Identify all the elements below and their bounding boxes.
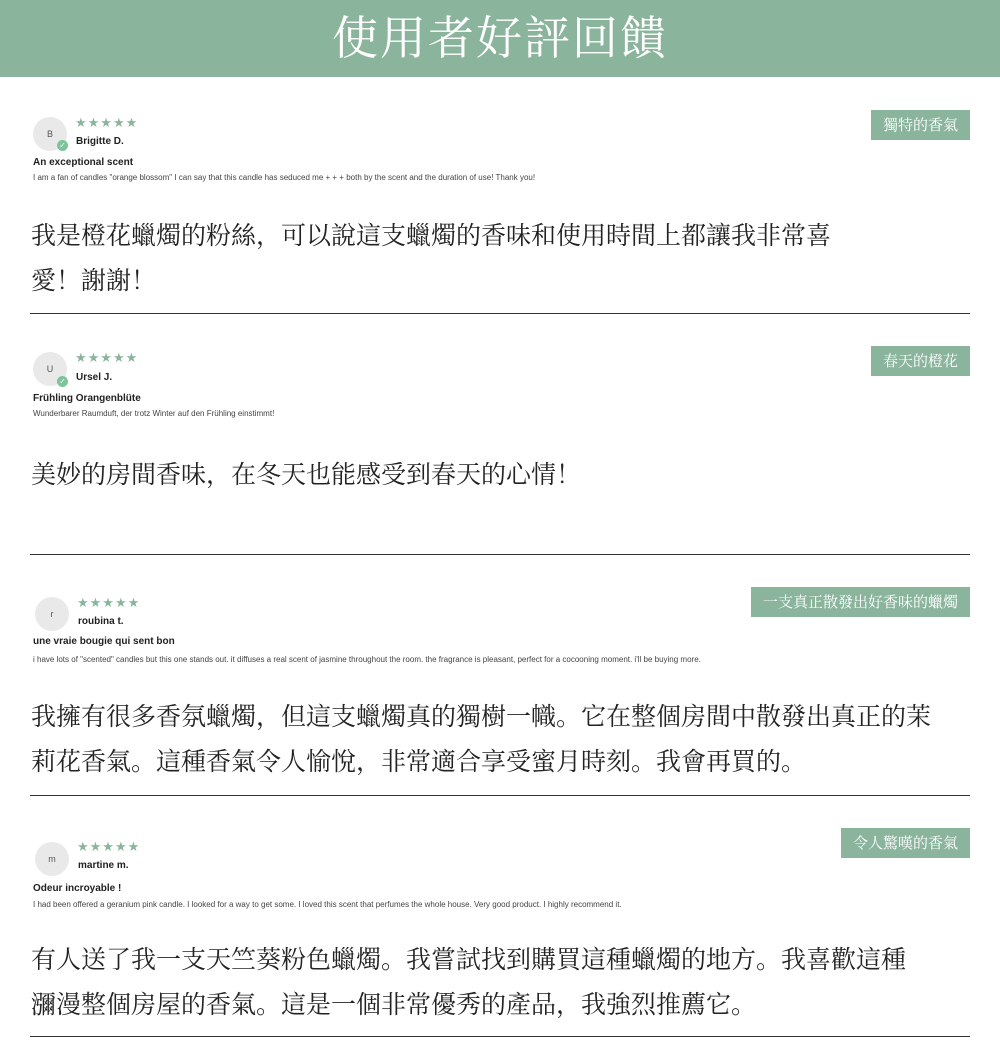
rating-stars: ★★★★★ bbox=[75, 351, 139, 366]
rating-stars: ★★★★★ bbox=[75, 116, 139, 131]
review-body: I am a fan of candles "orange blossom" I can say that this candle has seduced me + + + both by the scent and the duration of use! Thank you! bbox=[33, 173, 536, 182]
avatar: B bbox=[33, 117, 67, 151]
review-translation: 我是橙花蠟燭的粉絲，可以說這支蠟燭的香味和使用時間上都讓我非常喜愛！謝謝！ bbox=[31, 221, 832, 295]
divider bbox=[30, 795, 970, 796]
verified-check-icon: ✓ bbox=[57, 140, 68, 151]
review-body: I had been offered a geranium pink candle. I looked for a way to get some. I loved this scent that perfumes the whole house. Very good product. I highly recommend it. bbox=[33, 900, 622, 909]
review-tag: 令人驚嘆的香氣 bbox=[841, 828, 970, 858]
avatar: U bbox=[33, 352, 67, 386]
divider bbox=[30, 1036, 970, 1037]
page-title: 使用者好評回饋 bbox=[0, 0, 1000, 77]
review-translation: 有人送了我一支天竺葵粉色蠟燭。我嘗試找到購買這種蠟燭的地方。我喜歡這種瀰漫整個房屋的香氣。這是一個非常優秀的產品，我強烈推薦它。 bbox=[31, 945, 907, 1019]
divider bbox=[30, 313, 970, 314]
review-tag: 一支真正散發出好香味的蠟燭 bbox=[751, 587, 970, 617]
review-body: Wunderbarer Raumduft, der trotz Winter auf den Frühling einstimmt! bbox=[33, 409, 275, 418]
review-tag: 春天的橙花 bbox=[871, 346, 970, 376]
review-title: Odeur incroyable ! bbox=[33, 883, 122, 894]
review-title: An exceptional scent bbox=[33, 157, 134, 168]
divider bbox=[30, 554, 970, 555]
verified-check-icon: ✓ bbox=[57, 376, 68, 387]
review-author: roubina t. bbox=[78, 616, 124, 627]
review-author: Brigitte D. bbox=[76, 136, 124, 147]
avatar: r bbox=[35, 597, 69, 631]
review-author: martine m. bbox=[78, 860, 129, 871]
review-title: Frühling Orangenblüte bbox=[33, 393, 141, 404]
review-title: une vraie bougie qui sent bon bbox=[33, 636, 175, 647]
review-translation: 我擁有很多香氛蠟燭，但這支蠟燭真的獨樹一幟。它在整個房間中散發出真正的茉莉花香氣。這種香氣令人愉悅，非常適合享受蜜月時刻。我會再買的。 bbox=[31, 702, 932, 776]
review-tag: 獨特的香氣 bbox=[871, 110, 970, 140]
avatar: m bbox=[35, 842, 69, 876]
review-body: i have lots of "scented" candles but this one stands out. it diffuses a real scent of jasmine throughout the room. the fragrance is pleasant, perfect for a cocooning moment. i'll be buying more. bbox=[33, 655, 701, 664]
review-translation: 美妙的房間香味，在冬天也能感受到春天的心情！ bbox=[31, 460, 582, 489]
rating-stars: ★★★★★ bbox=[77, 840, 141, 855]
review-author: Ursel J. bbox=[76, 372, 113, 383]
rating-stars: ★★★★★ bbox=[77, 596, 141, 611]
